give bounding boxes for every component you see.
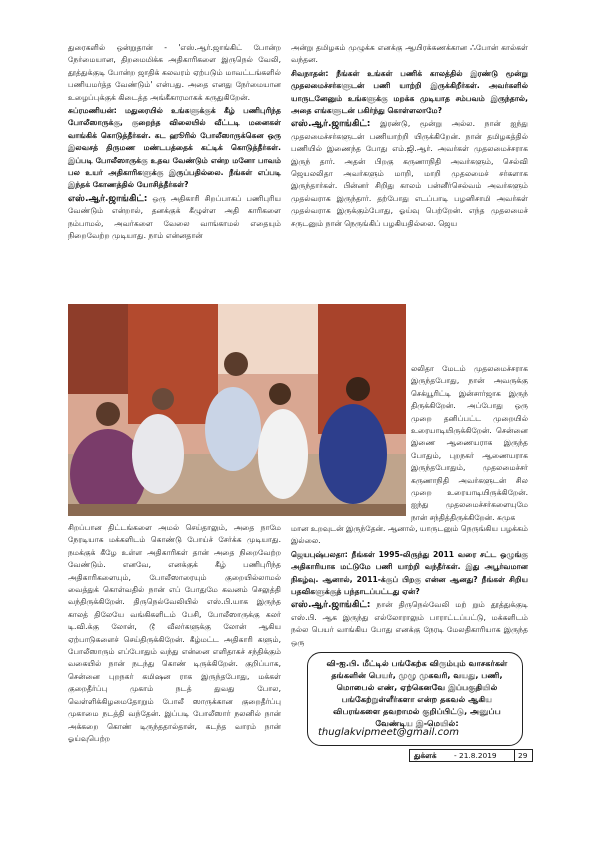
photo-illustration (68, 304, 406, 516)
paragraph: சிறப்பான திட்டங்களை அமல் செய்தாலும், அதை நாமே நேரடியாக மக்களிடம் கொண்டு போய்ச் சேர்க்க முடியாது. நமக்குக் கீழே உள்ள அதிகாரிகள் தான் அதை நிறைவேற்ற வேண்டும். எனவே, எனக்குக் கீழ் பணிபுரிந்த அதிகாரிகளையும், போலீஸாரையும் குறையில்லாமல் வைத்துக் கொள்வதில் நான் எப் போதுமே கவனம் செலுத்தி வந்திருக்கிறேன். திருநெல்வேலியில் எஸ்.பி.யாக இருந்த காலத் திலேயே வங்கிகளிடம் பேசி, போலீஸாருக்கு கலர் டி.வி.க்கு லோன், டூ வீலர்களுக்கு லோன் ஆகிய ஏற்பாடுகளைச் செய்திருக்கிறேன். கீழ்மட்ட அதிகாரி களும், போலீஸாரும் எப்போதும் வந்து என்னை எளிதாகச் சந்திக்கும் வகையில் நான் நடந்து கொண் டிருக்கிறேன். குறிப்பாக, சென்னை புறநகர் கமிஷன ராக இருந்தபோது, மக்கள் குறைதீர்ப்பு முகாம் நடத் துவது போல, வெள்ளிக்கிழமைதோறும் போலீ ஸாருக்கான குறைதீர்ப்பு முகாமை நடத்தி வந்தேன். இப்படி போலீஸார் நலனில் நான் அக்கறை கொண் டிருந்ததால்தான், கடந்த வாரம் நான் ஓய்வுபெற்ற (68, 523, 281, 743)
paragraph: மான உறவுடன் இருந்தேன். ஆனால், யாருடனும் நெருங்கிய பழக்கம் இல்லை. (291, 524, 528, 546)
footer-divider (514, 750, 515, 761)
magazine-name: துக்ளக் (414, 751, 437, 760)
answer-paragraph (68, 193, 281, 243)
notice-text: வி-ஐ.பி. மீட்டில் பங்கேற்க விரும்பும் வாசகர்கள் தங்களின் பெயர், முழு முகவரி, வயது, பணி, மொபைல் எண், ஏற்கெனவே இப்பகுதியில் பங்கேற்றுள்ளீர்களா என்ற தகவல் ஆகிய விபரங்களை தவறாமல் குறிப்பிட்டு, அனுப்ப வேண்டிய இ-மெயில்: (326, 658, 508, 728)
paragraph: துரைகளில் ஒன்றுதான் - 'எஸ்.ஆர்.ஜாங்கிட் போன்ற நேர்மையான, திறமைமிக்க அதிகாரிகளை இருநெல் வேலி, தூத்துக்குடி போன்ற ஜாதிக் கலவரம் ஏற்படும் மாவட்டங்களில் பணியமர்த்த வேண்டும்' என்பது. அதை எனது நேர்மையான உழைப்புக்குக் கிடைத்த அங்கீகாரமாகக் கருதுகிறேன். (68, 43, 281, 102)
speaker-name: எஸ்.ஆர்.ஜாங்கிட்: (291, 599, 371, 611)
paragraph: அன்று தமிழகம் முழுக்க எனக்கு ஆயிரக்கணக்கான ஃபோன் கால்கள் வந்தன. (291, 43, 528, 65)
right-column-bottom (291, 523, 528, 650)
answer-text: ஒரு அதிகாரி சிறப்பாகப் பணிபுரிய வேண்டும் என்றால், தனக்குக் கீழுள்ள அதி காரிகளை நம்பாமல், அவர்களை வேலை வாங்காமல் எதையும் நிறைவேற்ற முடியாது. நாம் என்னதான் (68, 193, 282, 241)
page-footer (409, 749, 533, 762)
answer-text: நான் திருநெல்வேலி மற் றும் தூத்துக்குடி எஸ்.பி. ஆக இருந்து எல்லோராலும் பாராட்டப்பட்டு, மக்களிடம் நல்ல பெயர் வாங்கிய போது எனக்கு நேரடி மேலதிகாரியாக இருந்த ஒரு (291, 600, 528, 647)
answer-text: இரண்டு, மூன்று அல்ல. நான் ஐந்து முதலமைச்சர்களுடன் பணியாற்றி யிருக்கிறேன். நான் தமிழகத்தில் பணியில் இணைந்த போது எம்.ஜி.ஆர். அவர்கள் முதலமைச்சராக இருந் தார். அதன் பிறகு கருணாநிதி அவர்களும், செல்வி ஜெயலலிதா அவர்களும் மாறி, மாறி முதலமைச் சர்களாக இருந்தார்கள். பின்னர் சிறிது காலம் பன்னீர்செல்வம் அவர்களும் முதல்வராக இருந்தார். தற்போது எடப்பாடி பழனிசாமி அவர்கள் முதல்வராக இருக்கும்போது, ஓய்வு பெற்றேன். எந்த முதலமைச் சருடனும் நான் நெருங்கிப் பழகியதில்லை. ஜெய (291, 119, 528, 228)
notice-email-link[interactable]: thuglakvipmeet@gmail.com (318, 727, 459, 738)
speaker-name: எஸ்.ஆர்.ஜாங்கிட்: (291, 118, 371, 130)
vip-meet-notice-box (307, 652, 523, 746)
issue-date: - 21.8.2019 (454, 751, 497, 760)
left-column-bottom (68, 522, 281, 746)
question-sivanathan: சிவநாதன்: நீங்கள் உங்கள் பணிக் காலத்தில் இரண்டு மூன்று முதலமைச்சர்களுடன் பணி யாற்றி இருக்கிறீர்கள். அவர்களில் யாருடனேனும் உங்களுக்கு மறக்க முடியாத சம்பவம் இருந்தால், அதை எங்களுடன் பகிர்ந்து கொள்ளலாமே? (291, 68, 528, 116)
question-jayapushpalatha: ஜெயபுஷ்பலதா: நீங்கள் 1995-லிருந்து 2011 வரை சட்ட ஒழுங்கு அதிகாரியாக மட்டுமே பணி யாற்றி வந்தீர்கள். இது அபூர்வமான நிகழ்வு. ஆனால், 2011-க்குப் பிறகு என்ன ஆனது? நீங்கள் சிறிய பதவிகளுக்குத் பந்தாடப்பட்டது ஏன்? (291, 549, 528, 597)
page-number: 29 (518, 751, 528, 760)
right-column-mid (411, 363, 528, 525)
answer-paragraph (291, 599, 528, 649)
paragraph: லலிதா மேடம் முதலமைச்சராக இருந்தபோது, நான் அவருக்கு செக்யூரிட்டி இன்சார்ஜாக இருந் திருக்கிறேன். அப்போது ஒரு முறை தனிப்பட்ட முறையில் உரையாடியிருக்கிறேன். சென்னை இணை ஆணையராக இருந்த போதும், புறநகர் ஆணையராக இருந்தபோதும், முதலமைச்சர் கருணாநிதி அவர்களுடன் சில முறை உரையாடியிருக்கிறேன். ஐந்து முதலமைச்சர்களையுமே நான் சந்தித்திருக்கிறேன். சுமுக (411, 364, 528, 522)
answer-paragraph (291, 118, 528, 230)
left-column-top (68, 42, 281, 244)
speaker-name: எஸ்.ஆர்.ஜாங்கிட்: (68, 192, 148, 204)
interview-photo (68, 304, 406, 516)
right-column-top (291, 42, 528, 231)
question-subramanian: சுப்ரமணியன்: மதுரையில் உங்களுக்குக் கீழ் பணிபுரிந்த போலீஸாருக்கு, குறைந்த விலையில் வீட்டடி மனைகள் வாங்கிக் கொடுத்தீர்கள். கட ஹூரில் போலீஸாருக்கென ஒரு இலவசத் திருமண மண்டபத்தைக் கட்டிக் கொடுத்தீர்கள். இப்படி போலீஸாருக்கு உதவ வேண்டும் என்ற மனோ பாவம் பல உயர் அதிகாரிகளுக்கு இருப்பதில்லை. நீங்கள் எப்படி இந்தக் கோணத்தில் யோசித்தீர்கள்? (68, 106, 281, 190)
